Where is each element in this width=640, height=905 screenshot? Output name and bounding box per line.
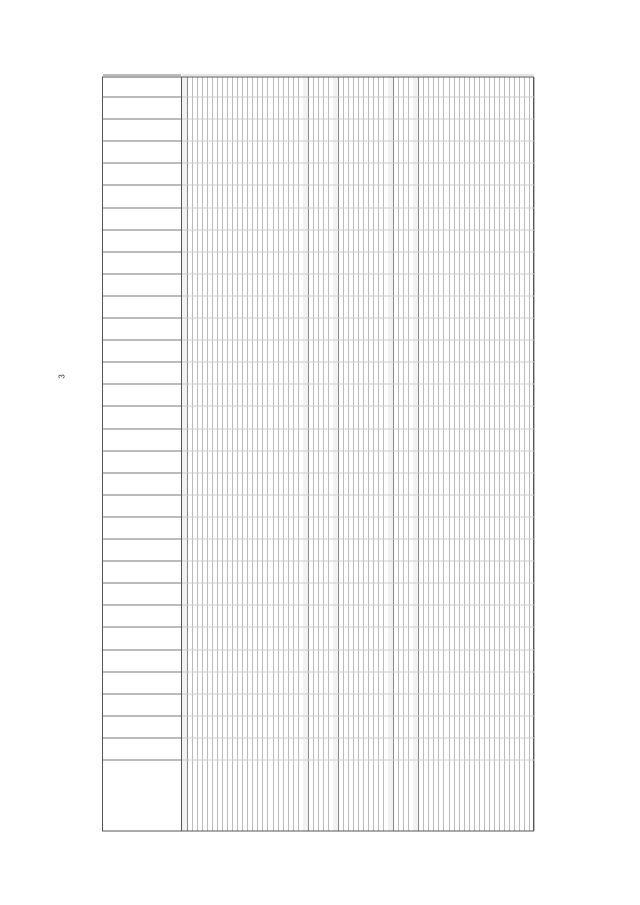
signature-area xyxy=(538,112,546,812)
sheet-top-area xyxy=(88,77,102,832)
table-cell xyxy=(529,384,534,407)
table-cell xyxy=(529,450,534,473)
header-cell xyxy=(103,295,181,318)
header-cell xyxy=(103,649,181,672)
header-cell xyxy=(103,384,181,407)
header-cell xyxy=(103,362,181,385)
table-cell xyxy=(529,428,534,451)
header-cell xyxy=(103,561,181,584)
table-body xyxy=(182,77,534,832)
table-cell xyxy=(529,649,534,672)
header-cell xyxy=(103,472,181,495)
table-cell xyxy=(529,516,534,539)
header-cell xyxy=(103,693,181,716)
header-cell xyxy=(103,583,181,606)
header-cell xyxy=(103,627,181,650)
header-cell xyxy=(103,273,181,296)
table-cell xyxy=(529,671,534,694)
table-cell xyxy=(529,605,534,628)
header-cell xyxy=(103,318,181,341)
table-cell xyxy=(529,229,534,252)
table-cell xyxy=(529,406,534,429)
rotated-table-sheet xyxy=(88,77,548,832)
table-cell xyxy=(529,627,534,650)
header-cell xyxy=(103,185,181,208)
header-cell xyxy=(103,715,181,738)
table-cell xyxy=(529,295,534,318)
table-cell xyxy=(529,185,534,208)
header-cell xyxy=(103,251,181,274)
header-cell xyxy=(103,450,181,473)
table-cell xyxy=(529,561,534,584)
page-number: 3 xyxy=(57,374,67,379)
header-cell xyxy=(103,516,181,539)
header-cell xyxy=(103,428,181,451)
header-cell xyxy=(103,97,181,120)
header-cell xyxy=(103,229,181,252)
table-cell xyxy=(529,715,534,738)
header-cell xyxy=(103,760,181,831)
table-cell xyxy=(529,251,534,274)
table-cell xyxy=(529,119,534,142)
table-header xyxy=(102,77,182,832)
header-cell xyxy=(103,141,181,164)
table-cell xyxy=(529,693,534,716)
header-cell xyxy=(103,340,181,363)
header-cell xyxy=(103,163,181,186)
table-cell xyxy=(529,318,534,341)
header-cell xyxy=(103,119,181,142)
header-cell xyxy=(103,539,181,562)
table-cell xyxy=(529,362,534,385)
table-cell xyxy=(529,760,534,831)
table-cell xyxy=(529,583,534,606)
header-cell xyxy=(103,671,181,694)
header-cell xyxy=(103,75,181,98)
header-cell xyxy=(103,737,181,760)
table-title-area xyxy=(90,322,98,582)
header-cell xyxy=(103,494,181,517)
table-cell xyxy=(529,97,534,120)
table-cell xyxy=(529,340,534,363)
header-cell xyxy=(103,605,181,628)
table-cell xyxy=(529,273,534,296)
table-cell xyxy=(529,163,534,186)
table-cell xyxy=(529,539,534,562)
table-cell xyxy=(529,207,534,230)
table-cell xyxy=(529,75,534,98)
header-cell xyxy=(103,406,181,429)
table-cell xyxy=(529,472,534,495)
table-cell xyxy=(529,737,534,760)
appendix-note-area xyxy=(88,77,96,197)
table-cell xyxy=(529,141,534,164)
table-cell xyxy=(529,494,534,517)
table-row xyxy=(529,78,535,831)
header-cell xyxy=(103,207,181,230)
